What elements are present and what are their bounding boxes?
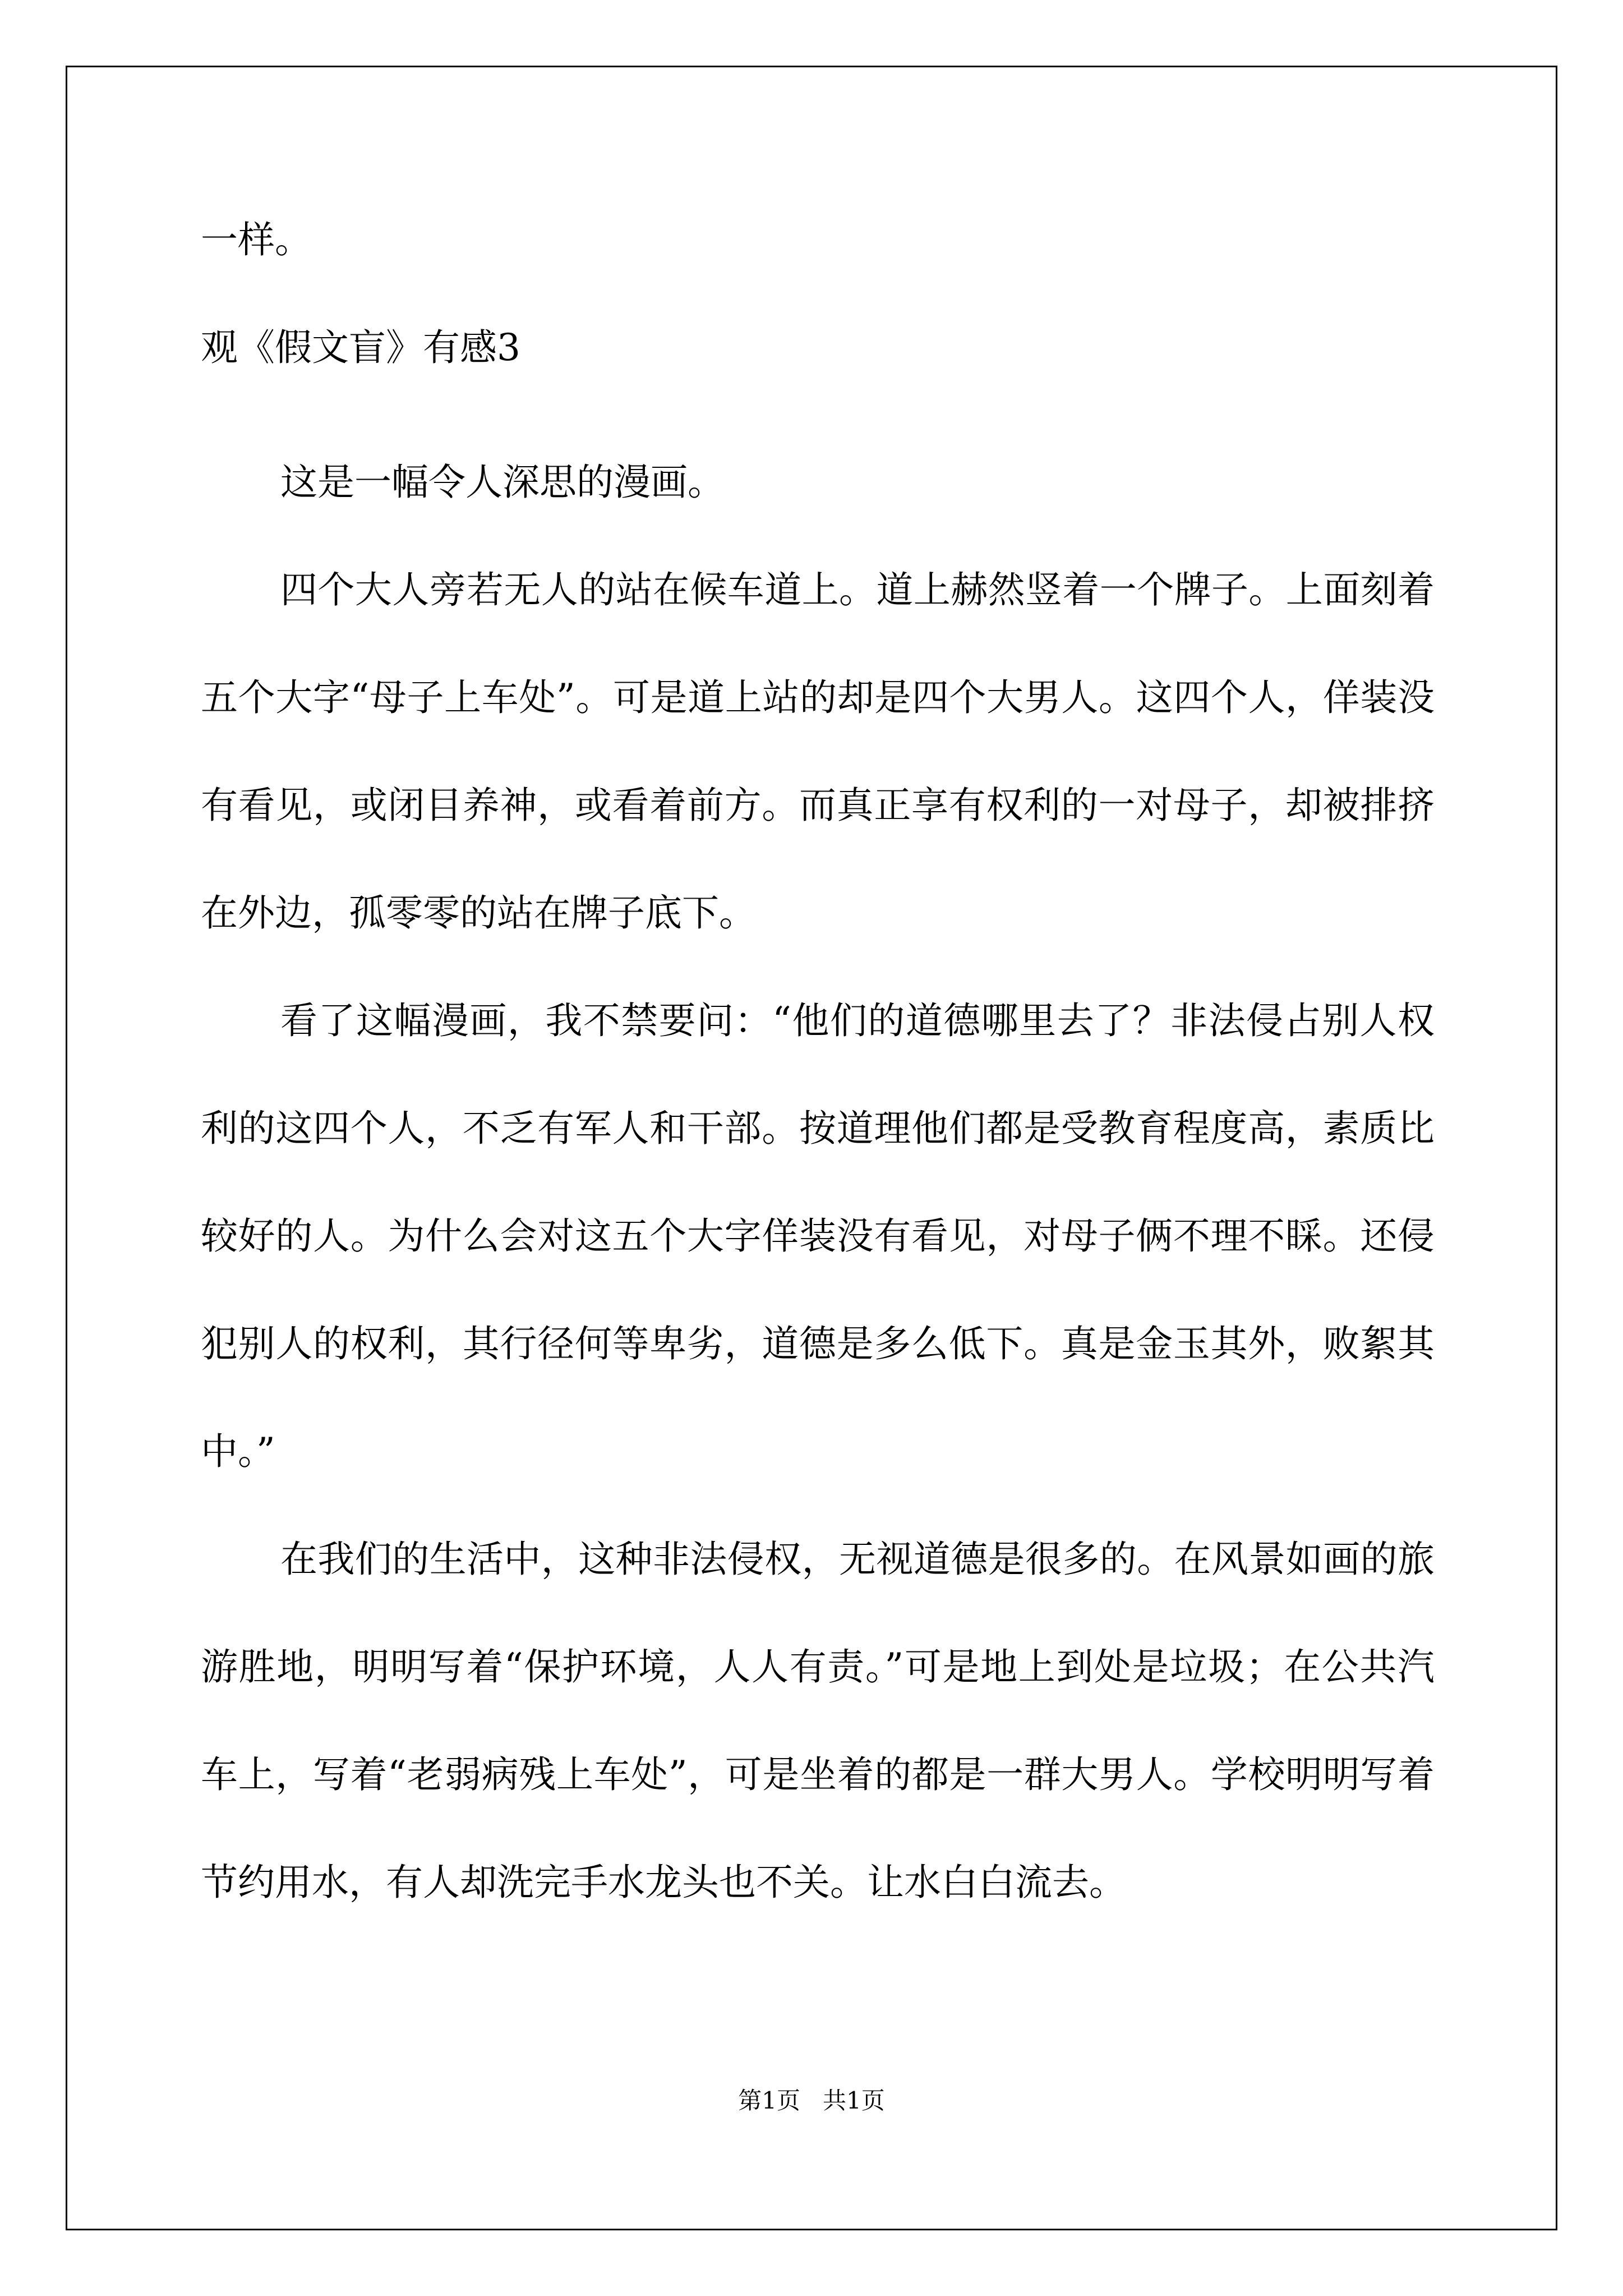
section-heading: 观《假文盲》有感3 xyxy=(201,326,520,369)
paragraph-2: 四个大人旁若无人的站在候车道上。道上赫然竖着一个牌子。上面刻着五个大字“母子上车处”。可是道上站的却是四个大男人。这四个人，佯装没有看见，或闭目养神，或看着前方。而真正享有权利的一对母子，却被排挤在外边，孤零零的站在牌子底下。 xyxy=(201,568,1435,935)
paragraph-3: 看了这幅漫画，我不禁要问：“他们的道德哪里去了？非法侵占别人权利的这四个人，不乏有军人和干部。按道理他们都是受教育程度高，素质比较好的人。为什么会对这五个大字佯装没有看见，对母子俩不理不睬。还侵犯别人的权利，其行径何等卑劣，道德是多么低下。真是金玉其外，败絮其中。” xyxy=(201,999,1435,1473)
document-body xyxy=(201,213,1435,1936)
page-total: 共1页 xyxy=(823,2087,885,2114)
paragraph-1: 这是一幅令人深思的漫画。 xyxy=(280,461,725,504)
paragraph-4: 在我们的生活中，这种非法侵权，无视道德是很多的。在风景如画的旅游胜地，明明写着“保护环境，人人有责。”可是地上到处是垃圾；在公共汽车上，写着“老弱病残上车处”，可是坐着的都是一群大男人。学校明明写着节约用水，有人却洗完手水龙头也不关。让水白白流去。 xyxy=(201,1538,1435,1904)
page-footer xyxy=(0,2082,1623,2116)
text-line-continuation: 一样。 xyxy=(201,218,312,261)
page-number: 第1页 xyxy=(738,2087,800,2114)
